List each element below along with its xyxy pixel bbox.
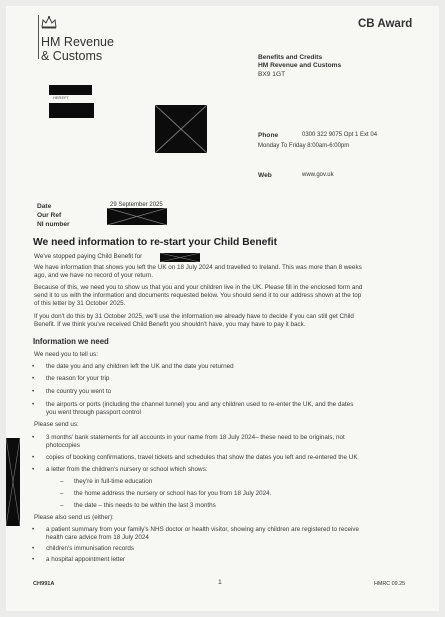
bullet-icon: • — [32, 388, 35, 395]
list-item-text: health care advice from 18 July 2024 — [46, 534, 149, 542]
list-item — [32, 434, 345, 450]
bullet-icon: • — [32, 375, 35, 382]
list-item-text: a patient summary from your family's NHS doctor or health visitor, showing any children are registered to receive — [46, 526, 360, 533]
list-item-text: copies of booking confirmations, travel tickets and schedules that show the dates you left and re-entered the UK — [46, 454, 358, 461]
redacted-recipient-name — [49, 85, 92, 95]
list-item — [32, 454, 358, 462]
info-heading: Information we need — [33, 337, 109, 346]
send-us-intro: Please send us: — [34, 421, 79, 428]
letter-heading: We need information to re-start your Child Benefit — [33, 237, 278, 248]
sub-list-item — [60, 490, 272, 497]
list-item-text: a letter from the children's nursery or school which shows: — [46, 466, 208, 473]
also-send-intro: Please also send us (either): — [34, 514, 114, 521]
redaction-cross-box — [6, 438, 20, 526]
date-label: Date — [37, 203, 52, 210]
list-item-text: the country you went to — [46, 388, 112, 395]
crown-crest-icon — [40, 15, 58, 29]
return-address — [258, 54, 341, 79]
org-name-line2: & Customs — [41, 49, 103, 63]
sub-list-item-text: the home address the nursery or school has for you from 18 July 2024. — [74, 490, 272, 497]
award-title: CB Award — [358, 18, 413, 30]
sub-list-item-text: the date – this needs to be within the last 3 months — [74, 502, 216, 509]
list-item — [32, 401, 354, 417]
list-item-text: photocopies — [46, 442, 80, 450]
form-code: CH991A — [33, 581, 55, 587]
dash-icon: – — [60, 490, 64, 497]
paragraph-show-us — [34, 284, 362, 309]
bullet-icon: • — [32, 466, 35, 473]
list-item — [32, 466, 208, 474]
date-value: 29 September 2025 — [110, 202, 163, 208]
stopped-paying-text: We've stopped paying Child Benefit for — [34, 253, 143, 260]
org-name-line1: HM Revenue — [41, 35, 114, 49]
list-item — [32, 363, 234, 371]
list-item — [32, 556, 126, 564]
tell-us-intro: We need you to tell us: — [34, 351, 98, 358]
ni-number-label: NI number — [37, 221, 70, 228]
sub-list-item-text: they're in full-time education — [74, 478, 153, 485]
hmrc-code: HMRC 09.25 — [374, 581, 406, 587]
bullet-icon: • — [32, 526, 35, 533]
our-ref-label: Our Ref — [37, 212, 62, 219]
list-item-text: 3 months' bank statements for all accounts in your name from 18 July 2024– these need to be originals, not — [46, 434, 345, 441]
list-item-text: the airports or ports (including the channel tunnel) you and any children used to re-enter the UK, and the dates — [46, 401, 354, 408]
paragraph-line: Benefit. If we think you've received Child Benefit you shouldn't have, you may have to pay it back. — [34, 321, 306, 329]
bullet-icon: • — [32, 363, 35, 370]
bullet-icon: • — [32, 434, 35, 441]
list-item — [32, 388, 112, 396]
list-item-text: the reason for your trip — [46, 375, 110, 382]
page-number: 1 — [218, 579, 222, 586]
list-item — [32, 526, 360, 542]
bullet-icon: • — [32, 545, 35, 552]
bullet-icon: • — [32, 454, 35, 461]
paragraph-deadline — [34, 313, 354, 329]
bullet-icon: • — [32, 556, 35, 563]
paragraph-line: send it to us with the information and documents requested below. You should send it to our address shown at the top — [34, 292, 362, 300]
redaction-cross-box — [155, 105, 207, 153]
redacted-reference — [107, 208, 167, 225]
paragraph-line: We have information that shows you left the UK on 18 July 2024 and travelled to Ireland. This was more than 8 weeks — [34, 264, 362, 271]
paragraph-line: of this letter by 31 October 2025. — [34, 300, 126, 308]
dash-icon: – — [60, 478, 64, 485]
phone-value: 0300 322 9075 Opt 1 Ext 04 — [302, 132, 378, 138]
sub-list-item — [60, 502, 216, 509]
paragraph-line: Because of this, we need you to show us that you and your children live in the UK. Please fill in the enclosed form and — [34, 284, 363, 291]
phone-label: Phone — [258, 132, 279, 139]
return-address-line: HM Revenue and Customs — [258, 62, 342, 70]
web-value: www.gov.uk — [302, 172, 334, 178]
web-label: Web — [258, 172, 272, 179]
redacted-recipient-ref: HEREFT — [53, 95, 69, 100]
paragraph-line: If you don't do this by 31 October 2025, we'll use the information we already have to decide if you can still get Child — [34, 313, 354, 320]
list-item-text: a hospital appointment letter — [46, 556, 126, 563]
list-item — [32, 375, 110, 383]
sub-list-item — [60, 478, 153, 485]
redacted-child-name — [160, 253, 200, 262]
list-item-text: children's immunisation records — [46, 545, 134, 552]
redacted-recipient-address — [49, 103, 94, 118]
return-address-line: BX9 1GT — [258, 70, 286, 78]
list-item-text: the date you and any children left the UK and the date you returned — [46, 363, 234, 370]
bullet-icon: • — [32, 401, 35, 408]
list-item-text: you went through passport control — [46, 409, 141, 417]
list-item — [32, 545, 134, 553]
return-address-line: Benefits and Credits — [258, 54, 323, 61]
paragraph-line: ago, and we have no record of your return. — [34, 272, 154, 280]
opening-hours: Monday To Friday 8:00am-6:00pm — [258, 143, 350, 149]
dash-icon: – — [60, 502, 64, 509]
paragraph-left-uk — [34, 264, 362, 280]
